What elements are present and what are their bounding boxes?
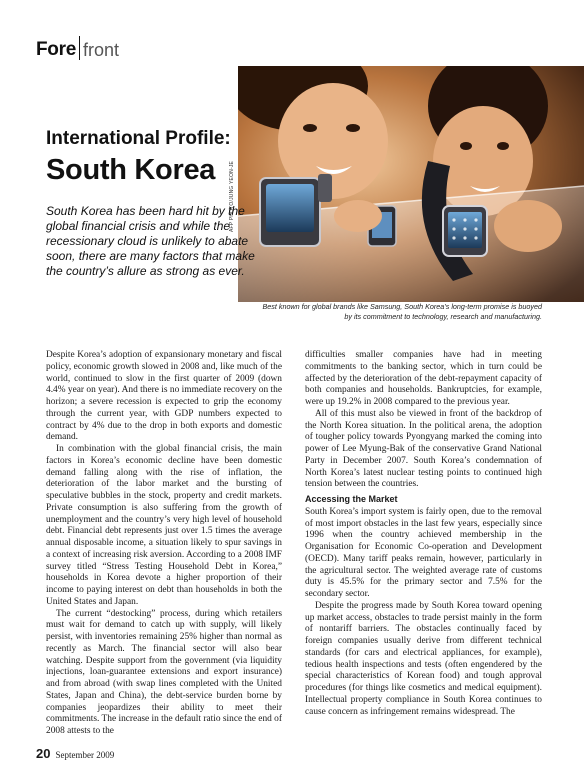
masthead-fore: Fore	[36, 39, 76, 60]
body-paragraph: Despite Korea’s adoption of expansionary monetary and fiscal policy, economic growth slowed in 2008 and, like much of the world, continued to slow in the first quarter of 2009 (down 4.4% year on year). And there is no immediate recovery on the horizon; a severe recession is expected to grip the economy through the current year, with GDP numbers expected to contract by 4% due to the drop in both exports and domestic demand.	[46, 350, 282, 443]
feature-photo	[238, 66, 584, 302]
article-deck: South Korea has been hard hit by the global financial crisis and while the recessionary cloud is unlikely to abate soon, there are many factors that make the country’s allure as strong as ever.	[46, 204, 255, 278]
body-column-left	[46, 350, 282, 760]
body-paragraph: Despite the progress made by South Korea toward opening up market access, obstacles to trade persist mainly in the form of nontariff barriers. The obstacles continually faced by foreign companies usually derive from different technical standards (for cars and electrical appliances, for example), tedious health inspections and tests (often engendered by the special characteristics of Korean food) and tough approval procedures (for things like cosmetics and medical equipment). Intellectual property compliance in South Korea continues to cause concern as infringement remains widespread. The	[305, 600, 542, 717]
masthead-logo	[36, 36, 119, 61]
masthead-divider	[79, 36, 80, 60]
photo-credit: AFP PHOTO/JUNG YEON-JE	[229, 160, 235, 232]
issue-date: September 2009	[55, 750, 115, 760]
page-number: 20	[36, 746, 51, 761]
body-paragraph: difficulties smaller companies have had in meeting commitments to the banking sector, which in turn could be affected by the deterioration of the debt-repayment capacity of both companies and households. Bankruptcies, for example, were up 19.2% in 2008 compared to the previous year.	[305, 350, 542, 407]
body-paragraph: The current “destocking” process, during which retailers must wait for demand to catch up with supply, will likely persist, with inventories remaining 25% higher than normal as recently as March. The financial sector will also bear watching. Despite support from the government (via liquidity injections, loan-guarantee extensions and export insurance) and from abroad (with swap lines completed with the United States, Japan and China), the debt-service burden borne by companies jeopardizes their ability to meet their commitments. The increase in the default ratio since the end of 2008 attests to the	[46, 608, 282, 736]
article-headline: South Korea	[46, 154, 216, 186]
body-paragraph: South Korea’s import system is fairly open, due to the removal of most import obstacles in the last few years, especially since 1996 when the country achieved membership in the Organisation for Economic Co-operation and Development (OECD). Many tariff peaks remain, however, particularly in the agricultural sector. The weighted average rate of customs duty is 45.5% for the primary sector and 7.5% for the secondary sector.	[305, 506, 542, 599]
article-kicker: International Profile:	[46, 128, 231, 149]
section-subhead: Accessing the Market	[305, 494, 398, 504]
masthead-front: front	[82, 40, 120, 60]
photo-caption: Best known for global brands like Samsung, South Korea’s long-term promise is buoyed by its commitment to technology, research and manufacturing.	[262, 302, 542, 321]
body-column-right	[305, 350, 542, 760]
body-paragraph: In combination with the global financial crisis, the main factors in Korea’s economic decline have been domestic demand falling along with the rise of inflation, the deterioration of the labor market and the bursting of speculative bubbles in the stock, property and credit markets. Private consumption is also suffering from the growth of unemployment and the country’s very high level of household debt. Financial debt represents just over 1.5 times the average annual disposable income, a situation likely to spur savings in a context of increasing risk aversion. According to a 2008 IMF survey titled “Stress Testing Household Debt in Korea,” households in Korea devote a higher proportion of their income to paying interest on debt than households in both the United States and Japan.	[46, 444, 282, 607]
page-footer	[36, 746, 114, 761]
body-paragraph: All of this must also be viewed in front of the backdrop of the North Korea situation. In the political arena, the adoption of tougher policy towards Pyongyang marked the coming into power of Lee Myung-Bak of the conservative Grand National Party in December 2007. South Korea’s condemnation of North Korea’s latest nuclear testing points to continued high tension between the countries.	[305, 408, 542, 490]
